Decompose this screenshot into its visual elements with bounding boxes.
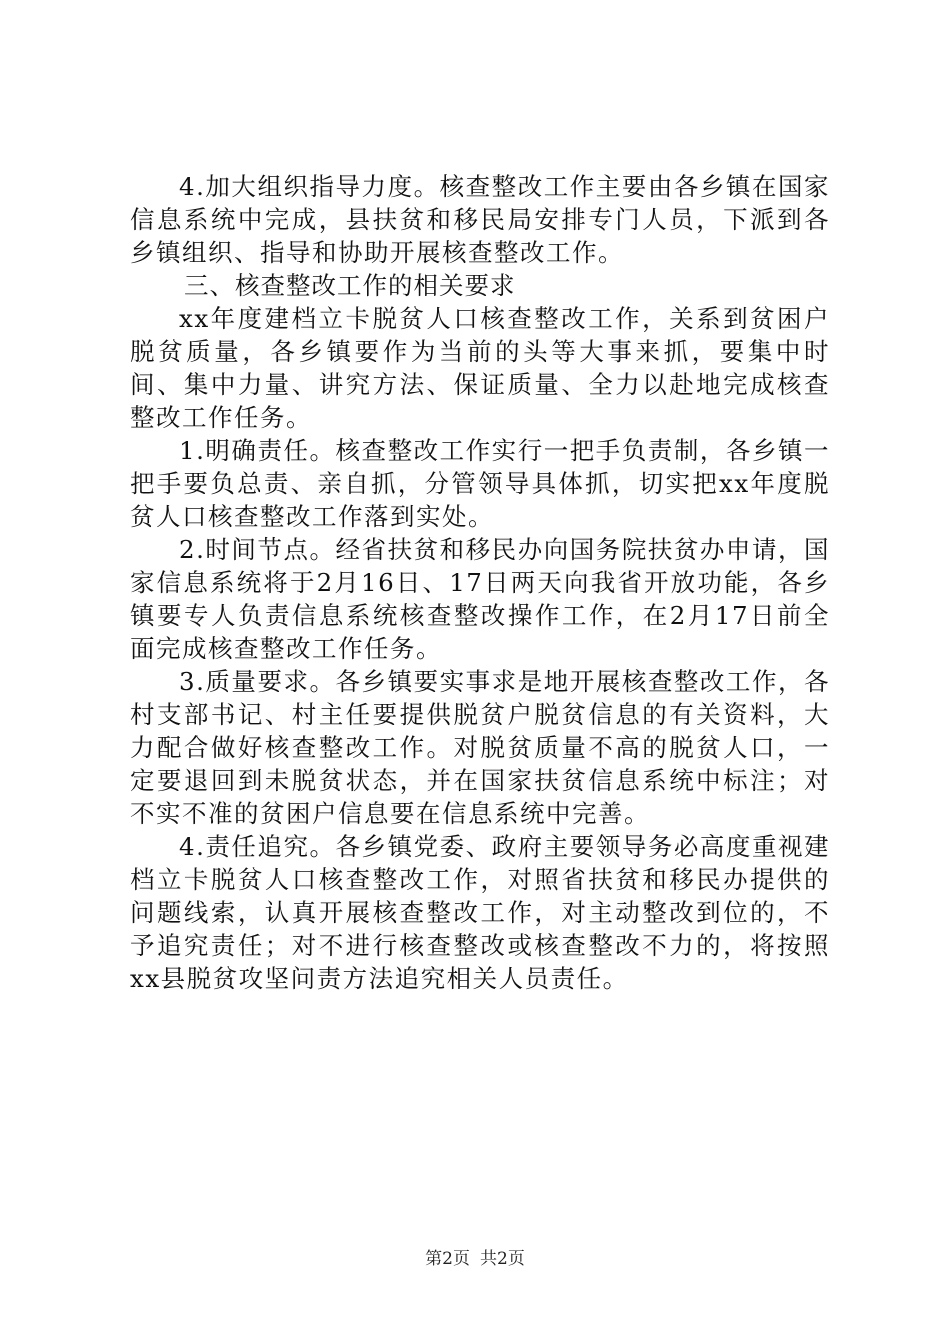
paragraph-intro: xx年度建档立卡脱贫人口核查整改工作，关系到贫困户脱贫质量，各乡镇要作为当前的头等大事来抓，要集中时间、集中力量、讲究方法、保证质量、全力以赴地完成核查整改工作任务。	[130, 304, 830, 432]
section-heading-requirements: 三、核查整改工作的相关要求	[184, 271, 516, 300]
paragraph-accountability: 4.责任追究。各乡镇党委、政府主要领导务必高度重视建档立卡脱贫人口核查整改工作，对照省扶贫和移民办提供的问题线索，认真开展核查整改工作，对主动整改到位的，不予追究责任；对不进行核查整改或核查整改不力的，将按照xx县脱贫攻坚问责方法追究相关人员责任。	[130, 832, 830, 993]
paragraph-timeline: 2.时间节点。经省扶贫和移民办向国务院扶贫办申请，国家信息系统将于2月16日、17日两天向我省开放功能，各乡镇要专人负责信息系统核查整改操作工作，在2月17日前全面完成核查整改工作任务。	[130, 535, 830, 663]
document-body	[130, 170, 830, 995]
page-total: 共2页	[480, 1249, 525, 1269]
page-number: 第2页	[425, 1249, 470, 1269]
paragraph-organization-guidance: 4.加大组织指导力度。核查整改工作主要由各乡镇在国家信息系统中完成，县扶贫和移民局安排专门人员，下派到各乡镇组织、指导和协助开展核查整改工作。	[130, 172, 830, 267]
paragraph-responsibility: 1.明确责任。核查整改工作实行一把手负责制，各乡镇一把手要负总责、亲自抓，分管领导具体抓，切实把xx年度脱贫人口核查整改工作落到实处。	[130, 436, 830, 531]
page-footer	[0, 1244, 950, 1269]
paragraph-quality: 3.质量要求。各乡镇要实事求是地开展核查整改工作，各村支部书记、村主任要提供脱贫户脱贫信息的有关资料，大力配合做好核查整改工作。对脱贫质量不高的脱贫人口，一定要退回到未脱贫状态，并在国家扶贫信息系统中标注；对不实不准的贫困户信息要在信息系统中完善。	[130, 667, 830, 828]
